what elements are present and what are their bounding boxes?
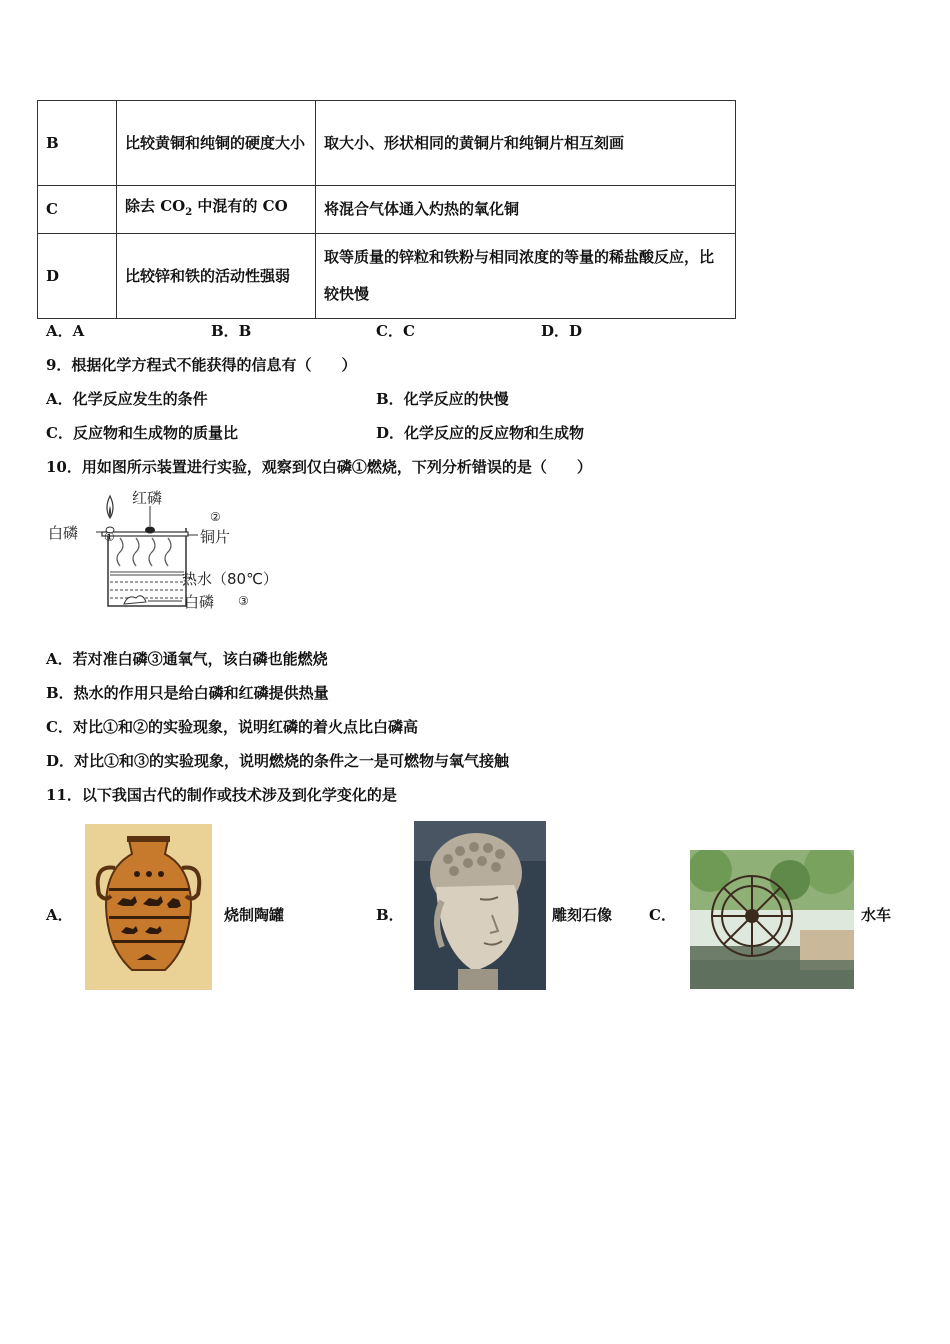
q8-option-b[interactable]: B．B xyxy=(211,322,252,340)
row-method: 取大小、形状相同的黄铜片和纯铜片相互刻画 xyxy=(316,101,736,186)
q8-option-c[interactable]: C．C xyxy=(376,322,415,340)
label-2: ② xyxy=(210,510,221,524)
table-row xyxy=(38,234,736,319)
q10-option-d[interactable]: D．对比①和③的实验现象，说明燃烧的条件之一是可燃物与氧气接触 xyxy=(46,752,510,770)
submerged-white-phosphorus xyxy=(124,596,146,604)
row-key: B xyxy=(38,101,117,186)
table-row xyxy=(38,101,736,186)
red-phosphorus-sample xyxy=(145,527,155,534)
row-goal xyxy=(117,186,316,234)
row-method: 将混合气体通入灼热的氧化铜 xyxy=(316,186,736,234)
q11-option-b-caption: 雕刻石像 xyxy=(552,906,613,924)
row-goal: 比较锌和铁的活动性强弱 xyxy=(117,234,316,319)
goal-text: 中混有的 CO xyxy=(192,197,288,215)
q11-option-a-letter[interactable]: A． xyxy=(46,906,73,924)
steam-curls xyxy=(117,538,171,566)
goal-subscript: 2 xyxy=(185,207,193,218)
label-white-phosphorus-top: 白磷 xyxy=(48,524,79,542)
combustion-apparatus-figure xyxy=(44,488,284,616)
pottery-jar-icon xyxy=(85,824,212,990)
q11-stem: 11．以下我国古代的制作或技术涉及到化学变化的是 xyxy=(46,786,397,804)
q9-option-a[interactable]: A．化学反应发生的条件 xyxy=(46,390,208,408)
label-white-phosphorus-bottom: 白磷 xyxy=(184,593,215,611)
q9-option-b[interactable]: B．化学反应的快慢 xyxy=(376,390,509,408)
q10-option-b[interactable]: B．热水的作用只是给白磷和红磷提供热量 xyxy=(46,684,329,702)
q10-option-a[interactable]: A．若对准白磷③通氧气，该白磷也能燃烧 xyxy=(46,650,328,668)
q8-option-a[interactable]: A．A xyxy=(46,322,85,340)
stone-buddha-head-image[interactable] xyxy=(414,821,546,990)
q11-option-b-letter[interactable]: B． xyxy=(376,906,404,924)
table-row xyxy=(38,186,736,234)
q11-option-a-caption: 烧制陶罐 xyxy=(224,906,285,924)
water-wheel-icon xyxy=(690,850,854,989)
buddha-head-icon xyxy=(414,821,546,990)
q8-option-d[interactable]: D．D xyxy=(541,322,583,340)
q9-option-c[interactable]: C．反应物和生成物的质量比 xyxy=(46,424,238,442)
row-method: 取等质量的锌粒和铁粉与相同浓度的等量的稀盐酸反应，比较快慢 xyxy=(316,234,736,319)
pottery-jar-image[interactable] xyxy=(85,824,212,990)
label-3: ③ xyxy=(238,594,249,608)
label-red-phosphorus: 红磷 xyxy=(132,489,163,507)
experiment-table xyxy=(37,100,736,319)
label-hot-water: 热水（80℃） xyxy=(182,570,278,588)
q10-option-c[interactable]: C．对比①和②的实验现象，说明红磷的着火点比白磷高 xyxy=(46,718,418,736)
q11-option-c-letter[interactable]: C． xyxy=(649,906,676,924)
label-1: ① xyxy=(104,530,115,544)
beaker-outline xyxy=(108,528,186,606)
water-lines xyxy=(110,572,184,598)
q11-option-c-caption: 水车 xyxy=(861,906,892,924)
row-key: D xyxy=(38,234,117,319)
q9-stem: 9．根据化学方程式不能获得的信息有（ ） xyxy=(46,356,357,374)
q10-stem: 10．用如图所示装置进行实验，观察到仅白磷①燃烧，下列分析错误的是（ ） xyxy=(46,458,592,476)
copper-plate xyxy=(102,532,188,536)
goal-text: 除去 CO xyxy=(125,197,186,215)
row-goal: 比较黄铜和纯铜的硬度大小 xyxy=(117,101,316,186)
label-copper: 铜片 xyxy=(200,528,231,546)
row-key: C xyxy=(38,186,117,234)
q9-option-d[interactable]: D．化学反应的反应物和生成物 xyxy=(376,424,585,442)
water-wheel-image[interactable] xyxy=(690,850,854,989)
